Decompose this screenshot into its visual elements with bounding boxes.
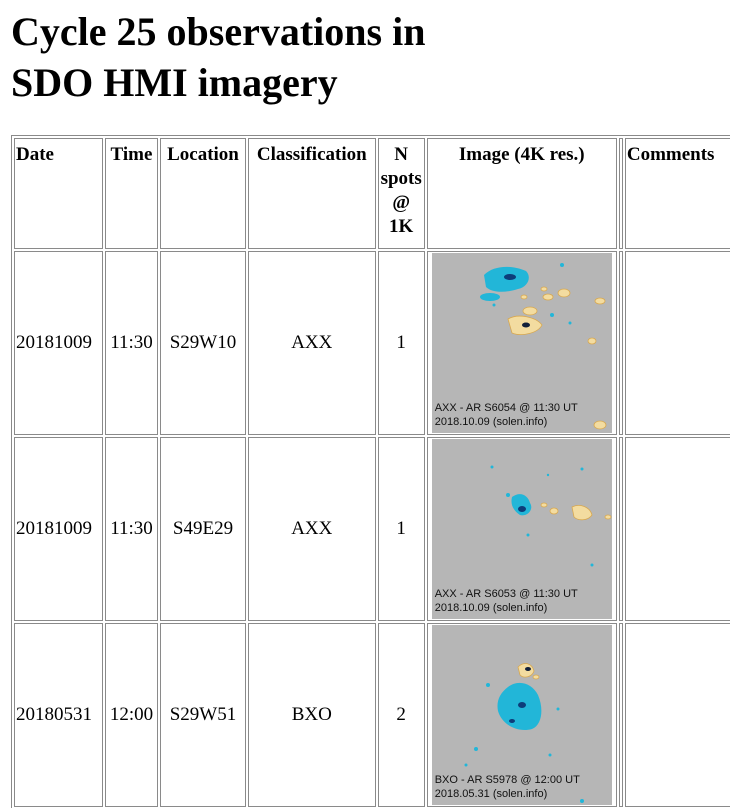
cell-nspots: 2 <box>378 623 425 807</box>
cell-comments <box>625 437 730 621</box>
cell-spacer <box>619 251 623 435</box>
cell-date: 20181009 <box>14 251 103 435</box>
header-date: Date <box>14 138 103 249</box>
cell-date: 20181009 <box>14 437 103 621</box>
cell-time: 12:00 <box>105 623 158 807</box>
cell-spacer <box>619 623 623 807</box>
image-caption <box>435 587 578 615</box>
cell-comments <box>625 623 730 807</box>
page-title-line-1: Cycle 25 observations in <box>11 9 426 54</box>
header-comments: Comments <box>625 138 730 249</box>
cell-image <box>427 623 617 807</box>
cell-comments <box>625 251 730 435</box>
observations-table-container <box>11 135 730 808</box>
image-caption-line-2: 2018.05.31 (solen.info) <box>434 788 548 800</box>
image-caption-line-2: 2018.10.09 (solen.info) <box>434 416 548 428</box>
header-nspots-line-1: N <box>394 144 409 165</box>
magnetogram-image[interactable] <box>432 439 612 619</box>
page-title <box>11 6 711 108</box>
cell-classification: AXX <box>248 437 376 621</box>
page-title-line-2: SDO HMI imagery <box>11 60 338 105</box>
cell-location: S29W51 <box>160 623 246 807</box>
cell-date: 20180531 <box>14 623 103 807</box>
header-nspots-line-4: 1K <box>389 216 414 237</box>
header-nspots-line-2: spots <box>380 168 422 189</box>
header-classification: Classification <box>248 138 376 249</box>
image-caption-line-2: 2018.10.09 (solen.info) <box>434 602 548 614</box>
cell-location: S49E29 <box>160 437 246 621</box>
image-caption-line-1: BXO - AR S5978 @ 12:00 UT <box>434 774 580 786</box>
header-nspots <box>378 138 425 249</box>
header-nspots-line-3: @ <box>392 192 410 213</box>
magnetogram-image[interactable] <box>432 625 612 805</box>
header-location: Location <box>160 138 246 249</box>
cell-nspots: 1 <box>378 251 425 435</box>
cell-nspots: 1 <box>378 437 425 621</box>
image-caption-line-1: AXX - AR S6053 @ 11:30 UT <box>434 588 578 600</box>
table-row <box>14 623 730 807</box>
cell-time: 11:30 <box>105 437 158 621</box>
header-image: Image (4K res.) <box>427 138 617 249</box>
table-row <box>14 251 730 435</box>
image-caption <box>435 773 580 801</box>
cell-time: 11:30 <box>105 251 158 435</box>
cell-location: S29W10 <box>160 251 246 435</box>
header-time: Time <box>105 138 158 249</box>
table-header-row <box>14 138 730 249</box>
observations-table <box>11 135 730 808</box>
cell-classification: AXX <box>248 251 376 435</box>
header-spacer <box>619 138 623 249</box>
image-caption-line-1: AXX - AR S6054 @ 11:30 UT <box>434 402 578 414</box>
cell-spacer <box>619 437 623 621</box>
cell-image <box>427 251 617 435</box>
image-caption <box>435 401 578 429</box>
cell-image <box>427 437 617 621</box>
magnetogram-image[interactable] <box>432 253 612 433</box>
table-row <box>14 437 730 621</box>
cell-classification: BXO <box>248 623 376 807</box>
